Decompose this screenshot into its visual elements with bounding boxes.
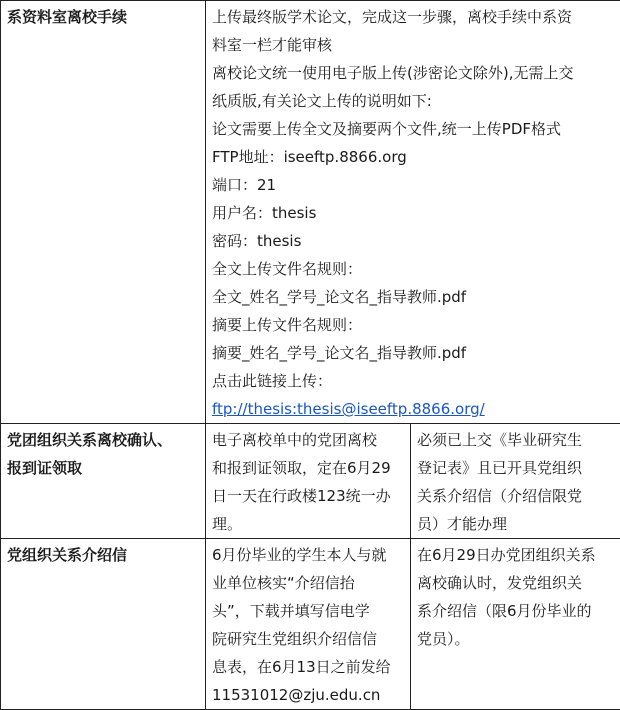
content-line: 院研究生党组织介绍信信 [212, 625, 406, 653]
table-row [1, 424, 620, 539]
row-label-line: 报到证领取 [7, 454, 199, 482]
content-line: 理。 [212, 510, 406, 538]
content-line: 料室一栏才能审核 [212, 31, 614, 59]
content-line: 在6月29日办党团组织关系 [417, 541, 616, 569]
content-line: 员）才能办理 [417, 510, 616, 538]
table-row [1, 1, 620, 424]
content-line: 日一天在行政楼123统一办 [212, 482, 406, 510]
content-line: 业单位核实“介绍信抬 [212, 569, 406, 597]
content-line: 头”，下载并填写信电学 [212, 597, 406, 625]
content-line: 上传最终版学术论文，完成这一步骤，离校手续中系资 [212, 3, 614, 31]
row-cell-a [206, 539, 411, 710]
content-line: 电子离校单中的党团离校 [212, 426, 406, 454]
ftp-upload-link[interactable]: ftp://thesis:thesis@iseeftp.8866.org/ [212, 400, 485, 418]
content-line: 全文上传文件名规则： [212, 255, 614, 283]
content-line: 关系介绍信（介绍信限党 [417, 482, 616, 510]
row-content [206, 1, 620, 424]
content-line: 系介绍信（限6月份毕业的 [417, 597, 616, 625]
row-label: 党组织关系介绍信 [1, 539, 206, 710]
content-line: 论文需要上传全文及摘要两个文件,统一上传PDF格式 [212, 115, 614, 143]
row-cell-b [411, 539, 620, 710]
row-cell-a [206, 424, 411, 539]
content-line: 必须已上交《毕业研究生 [417, 426, 616, 454]
row-label: 系资料室离校手续 [1, 1, 206, 424]
ftp-username: 用户名：thesis [212, 199, 614, 227]
content-line: 离校论文统一使用电子版上传(涉密论文除外),无需上交 [212, 59, 614, 87]
content-line: 摘要上传文件名规则： [212, 311, 614, 339]
content-line: 全文_姓名_学号_论文名_指导教师.pdf [212, 283, 614, 311]
ftp-port: 端口：21 [212, 171, 614, 199]
email-address: 11531012@zju.edu.cn [212, 681, 406, 709]
content-line: 登记表》且已开具党组织 [417, 454, 616, 482]
content-line: 息表，在6月13日之前发给 [212, 653, 406, 681]
row-label [1, 424, 206, 539]
content-line: 纸质版,有关论文上传的说明如下: [212, 87, 614, 115]
content-line: 6月份毕业的学生本人与就 [212, 541, 406, 569]
ftp-password: 密码：thesis [212, 227, 614, 255]
content-line: 离校确认时，发党组织关 [417, 569, 616, 597]
ftp-address: FTP地址：iseeftp.8866.org [212, 143, 614, 171]
row-cell-b [411, 424, 620, 539]
content-line: 点击此链接上传： [212, 367, 614, 395]
content-line: 和报到证领取，定在6月29 [212, 454, 406, 482]
table-row [1, 539, 620, 710]
content-line: 党员）。 [417, 625, 616, 653]
row-label-line: 党团组织关系离校确认、 [7, 426, 199, 454]
content-line: 摘要_姓名_学号_论文名_指导教师.pdf [212, 339, 614, 367]
